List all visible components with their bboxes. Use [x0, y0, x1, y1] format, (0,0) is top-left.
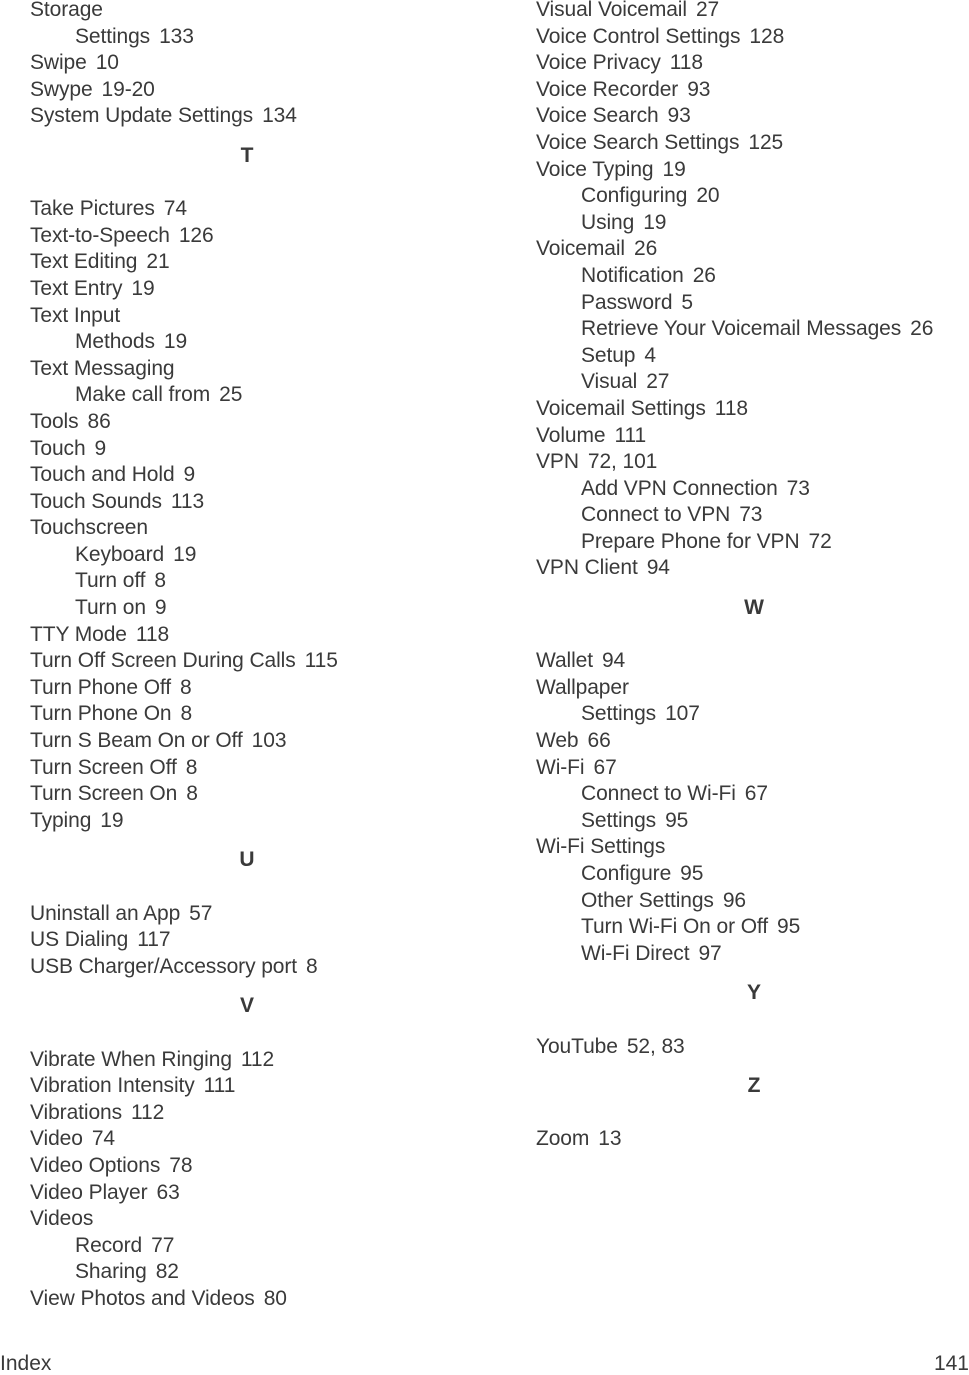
- index-page-ref: 9: [94, 436, 107, 460]
- index-page-ref: 126: [178, 223, 214, 247]
- index-entry: [536, 157, 969, 187]
- index-page-ref: 13: [598, 1127, 622, 1151]
- index-term: Turn Phone On: [30, 702, 172, 726]
- index-term: Text Editing: [30, 250, 138, 274]
- index-term: Prepare Phone for VPN: [581, 529, 800, 553]
- index-page-ref: 10: [95, 51, 119, 75]
- index-subentry: [536, 319, 969, 346]
- index-entry: [536, 1034, 969, 1064]
- index-page-ref: 66: [587, 729, 611, 753]
- index-term: Add VPN Connection: [581, 476, 778, 500]
- index-entry: [30, 622, 470, 652]
- index-subentry: [536, 476, 969, 506]
- index-page-ref: 95: [665, 808, 689, 832]
- index-term: TTY Mode: [30, 622, 127, 646]
- index-page-ref: 95: [777, 915, 801, 939]
- index-entry: [536, 396, 969, 426]
- index-entry: [536, 130, 969, 160]
- index-page-ref: 73: [786, 476, 810, 500]
- index-page-ref: 26: [692, 263, 716, 287]
- index-page-ref: 8: [180, 702, 193, 726]
- index-entry: [30, 1076, 470, 1103]
- index-term: Configure: [581, 862, 672, 885]
- index-page-ref: 107: [665, 702, 700, 726]
- index-entry: [30, 954, 470, 984]
- index-page-ref: 8: [306, 954, 318, 978]
- index-term: Turn Off Screen During Calls: [30, 649, 296, 673]
- index-entry: [30, 755, 470, 785]
- index-page-ref: 19: [131, 276, 155, 300]
- index-page-ref: 25: [219, 383, 243, 407]
- index-term: Keyboard: [75, 542, 165, 566]
- index-subentry: [536, 186, 969, 213]
- index-term: Vibration Intensity: [30, 1074, 195, 1098]
- index-page-ref: 118: [135, 622, 170, 646]
- index-subentry: [536, 808, 969, 838]
- index-term: Other Settings: [581, 888, 714, 912]
- index-term: Turn on: [75, 596, 146, 620]
- index-term: Uninstall an App: [30, 901, 181, 925]
- index-entry: [30, 1286, 470, 1316]
- index-term: Vibrate When Ringing: [30, 1047, 232, 1071]
- index-term: System Update Settings: [30, 104, 254, 128]
- index-subentry: [536, 784, 969, 811]
- index-subentry: [536, 290, 969, 320]
- index-entry: [536, 731, 969, 758]
- index-subentry: [30, 385, 470, 412]
- index-term: Swype: [30, 77, 93, 101]
- index-page-ref: 8: [154, 569, 166, 593]
- index-term: Sharing: [75, 1260, 147, 1284]
- index-entry: [536, 423, 969, 453]
- index-term: Voice Recorder: [536, 77, 679, 101]
- index-term: Wi-Fi: [536, 755, 585, 779]
- index-entry: [536, 106, 969, 133]
- index-entry: [536, 0, 969, 27]
- index-term: Voicemail: [536, 237, 625, 261]
- index-page-ref: 74: [163, 197, 187, 221]
- index-term: View Photos and Videos: [30, 1286, 255, 1310]
- index-column-right: [536, 0, 969, 1156]
- index-entry: [30, 901, 470, 931]
- index-term: Configuring: [581, 184, 688, 208]
- index-entry: [536, 675, 969, 705]
- index-term: Visual Voicemail: [536, 0, 687, 21]
- index-term: Make call from: [75, 383, 211, 407]
- index-entry: [536, 651, 969, 678]
- index-term: Videos: [30, 1207, 94, 1231]
- index-term: Turn off: [75, 569, 146, 593]
- index-term: Text Messaging: [30, 356, 175, 380]
- index-term: Notification: [581, 263, 684, 287]
- index-page-ref: 20: [696, 184, 720, 208]
- index-entry: [30, 303, 470, 333]
- index-page-ref: 52, 83: [626, 1034, 685, 1058]
- index-term: Turn Phone Off: [30, 675, 172, 699]
- index-entry: [536, 1129, 969, 1156]
- index-entry: [30, 704, 470, 731]
- index-page-ref: 117: [137, 928, 171, 952]
- index-entry: [30, 1100, 470, 1130]
- index-term: Touchscreen: [30, 516, 148, 540]
- index-term: Video: [30, 1127, 83, 1151]
- index-term: Wallpaper: [536, 675, 629, 699]
- index-entry: [30, 223, 470, 253]
- index-term: Settings: [581, 808, 657, 832]
- index-page-ref: 80: [263, 1286, 287, 1310]
- index-entry: [30, 465, 470, 492]
- index-term: Password: [581, 290, 673, 314]
- index-term: Voice Search: [536, 104, 659, 128]
- index-subentry: [536, 372, 969, 399]
- index-entry: [536, 239, 969, 266]
- index-term: Turn S Beam On or Off: [30, 729, 243, 753]
- index-term: Take Pictures: [30, 197, 155, 221]
- index-subentry: [536, 343, 969, 373]
- index-page-ref: 103: [251, 729, 287, 753]
- index-term: YouTube: [536, 1034, 618, 1058]
- index-page-ref: 112: [131, 1100, 165, 1124]
- index-entry: [30, 106, 470, 133]
- index-subentry: [30, 542, 470, 572]
- index-page-ref: 67: [744, 782, 768, 806]
- index-page-ref: 27: [695, 0, 720, 21]
- index-term: Turn Screen On: [30, 782, 178, 806]
- index-entry: [30, 356, 470, 386]
- index-page-ref: 8: [185, 755, 198, 779]
- index-page-ref: 57: [189, 901, 213, 925]
- index-subentry: [536, 529, 969, 559]
- index-subentry: [536, 263, 969, 293]
- index-term: VPN Client: [536, 556, 638, 580]
- index-entry: [30, 489, 470, 519]
- index-entry: [30, 518, 470, 545]
- index-page-ref: 26: [633, 237, 658, 261]
- section-letter-heading: V: [239, 994, 254, 1018]
- index-term: Methods: [75, 330, 155, 354]
- index-term: Typing: [30, 808, 92, 832]
- index-term: USB Charger/Accessory port: [30, 954, 297, 978]
- index-term: Settings: [75, 24, 151, 48]
- index-page-ref: 72: [808, 529, 832, 553]
- footer-section-label: Index: [0, 1352, 52, 1375]
- index-page-ref: 94: [601, 649, 626, 673]
- section-letter-heading: Z: [747, 1074, 761, 1098]
- index-term: Using: [581, 210, 635, 234]
- index-term: Connect to VPN: [581, 503, 731, 527]
- index-term: Touch and Hold: [30, 463, 175, 487]
- index-page-ref: 93: [667, 104, 691, 128]
- index-entry: [536, 452, 969, 479]
- index-subentry: [536, 864, 969, 891]
- index-subentry: [536, 704, 969, 731]
- index-term: Retrieve Your Voicemail Messages: [581, 317, 902, 341]
- index-subentry: [536, 505, 969, 532]
- index-term: Visual: [581, 370, 638, 394]
- footer-page-number: 141: [933, 1352, 969, 1375]
- index-entry: [536, 755, 969, 785]
- index-page-ref: 19: [100, 808, 124, 832]
- index-entry: [30, 53, 470, 80]
- section-letter-heading: T: [240, 143, 254, 167]
- index-page-ref: 8: [180, 675, 192, 699]
- index-subentry: [30, 1233, 470, 1263]
- index-column-left: [30, 0, 470, 1316]
- index-entry: [30, 675, 470, 705]
- section-letter-heading: Y: [746, 981, 761, 1005]
- index-page-ref: 125: [748, 130, 784, 154]
- index-entry: [30, 0, 470, 27]
- index-page-ref: 4: [644, 343, 656, 367]
- index-page-ref: 74: [91, 1127, 116, 1151]
- index-entry: [536, 53, 969, 80]
- index-subentry: [30, 24, 470, 54]
- index-term: Video Player: [30, 1180, 148, 1204]
- index-term: Web: [536, 729, 579, 753]
- index-entry: [536, 837, 969, 864]
- index-term: Video Options: [30, 1153, 161, 1177]
- index-entry: [30, 808, 470, 838]
- index-entry: [30, 1209, 470, 1236]
- index-subentry: [536, 888, 969, 918]
- index-term: Wallet: [536, 649, 593, 673]
- index-page-ref: 63: [156, 1180, 180, 1204]
- index-entry: [30, 409, 470, 439]
- index-page-ref: 111: [203, 1074, 236, 1098]
- index-subentry: [30, 332, 470, 359]
- index-term: Voicemail Settings: [536, 396, 706, 420]
- index-entry: [30, 252, 470, 279]
- index-term: Tools: [30, 409, 79, 433]
- index-term: Setup: [581, 343, 636, 367]
- index-term: Wi-Fi Direct: [581, 941, 690, 965]
- section-letter-heading: W: [744, 596, 764, 620]
- index-page-ref: 9: [154, 596, 167, 620]
- index-subentry: [30, 1262, 470, 1289]
- index-subentry: [536, 917, 969, 944]
- index-page-ref: 72, 101: [587, 450, 658, 474]
- index-page-ref: 9: [183, 463, 196, 487]
- index-entry: [30, 651, 470, 678]
- index-page-ref: 73: [739, 503, 763, 527]
- index-entry: [30, 436, 470, 466]
- index-page-ref: 97: [698, 941, 722, 965]
- index-page-ref: 118: [669, 51, 703, 75]
- index-term: Text Input: [30, 303, 121, 327]
- index-page-ref: 82: [155, 1260, 179, 1284]
- index-page-ref: 133: [159, 24, 194, 48]
- index-page-ref: 118: [714, 396, 748, 420]
- index-page-ref: 134: [262, 104, 297, 128]
- index-term: Voice Control Settings: [536, 24, 741, 48]
- index-term: Swipe: [30, 51, 87, 75]
- index-term: Wi-Fi Settings: [536, 835, 666, 859]
- index-page-ref: 27: [646, 370, 670, 394]
- index-page-ref: 78: [169, 1153, 193, 1177]
- index-term: Voice Typing: [536, 157, 654, 181]
- index-term: Settings: [581, 702, 657, 726]
- index-page-ref: 19: [643, 210, 667, 234]
- index-term: Text-to-Speech: [30, 223, 170, 247]
- index-term: Zoom: [536, 1127, 590, 1151]
- index-term: Turn Screen Off: [30, 755, 177, 779]
- index-term: Text Entry: [30, 276, 123, 300]
- index-entry: [536, 24, 969, 54]
- index-term: Touch: [30, 436, 86, 460]
- index-page-ref: 113: [170, 489, 205, 513]
- index-entry: [30, 276, 470, 306]
- index-page-ref: 67: [593, 755, 617, 779]
- index-page-ref: 86: [87, 409, 111, 433]
- index-term: Voice Privacy: [536, 51, 661, 75]
- index-term: Voice Search Settings: [536, 130, 740, 154]
- index-term: Touch Sounds: [30, 489, 162, 513]
- index-page-ref: 19: [173, 542, 197, 566]
- index-entry: [30, 731, 470, 758]
- index-page-ref: 112: [240, 1047, 275, 1071]
- index-entry: [536, 77, 969, 107]
- index-term: Record: [75, 1233, 143, 1257]
- index-subentry: [536, 210, 969, 240]
- index-entry: [30, 784, 470, 811]
- index-term: Connect to Wi-Fi: [581, 782, 736, 806]
- index-page-ref: 5: [681, 290, 693, 314]
- index-page-ref: 115: [304, 649, 338, 673]
- index-entry: [30, 930, 470, 957]
- index-page-ref: 94: [646, 556, 670, 580]
- index-entry: [30, 1153, 470, 1183]
- section-letter-heading: U: [239, 848, 255, 872]
- index-entry: [30, 199, 470, 226]
- index-page-ref: 21: [146, 250, 170, 274]
- index-term: Storage: [30, 0, 103, 21]
- index-page-ref: 96: [722, 888, 747, 912]
- index-term: Vibrations: [30, 1100, 123, 1124]
- index-page-ref: 77: [151, 1233, 175, 1257]
- index-subentry: [536, 941, 969, 971]
- index-page-ref: 128: [749, 24, 785, 48]
- index-entry: [30, 1129, 470, 1156]
- index-subentry: [30, 571, 470, 598]
- index-page-ref: 8: [186, 782, 198, 806]
- index-entry: [30, 1180, 470, 1210]
- index-term: Volume: [536, 423, 606, 447]
- index-page-ref: 19-20: [101, 77, 155, 101]
- index-page-ref: 19: [662, 157, 686, 181]
- index-page-ref: 95: [680, 862, 704, 885]
- index-page-ref: 111: [614, 423, 647, 447]
- index-page-ref: 19: [163, 330, 188, 354]
- index-page-ref: 26: [910, 317, 934, 341]
- index-term: US Dialing: [30, 928, 129, 952]
- index-page-ref: 93: [687, 77, 711, 101]
- index-entry: [30, 77, 470, 107]
- index-term: VPN: [536, 450, 579, 474]
- index-entry: [536, 558, 969, 585]
- index-subentry: [30, 598, 470, 625]
- index-entry: [30, 1047, 470, 1077]
- index-term: Turn Wi-Fi On or Off: [581, 915, 769, 939]
